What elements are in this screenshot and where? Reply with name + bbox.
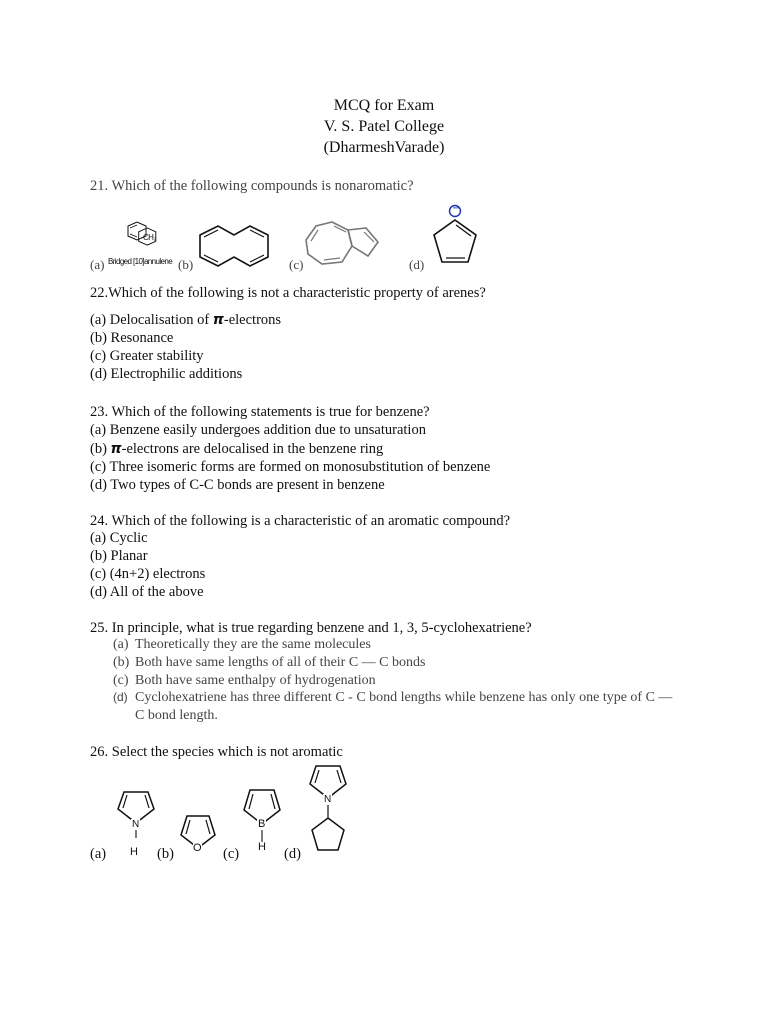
q24-option-c: (c) (4n+2) electrons [90,566,206,582]
q23-option-b [90,440,383,458]
q25-d-text: Cyclohexatriene has three different C - C bond lengths while benzene has only one type of C — C bond length. [135,690,673,724]
q25-option-b [113,654,683,672]
pyrrole-structure [114,790,158,840]
pyrrole-nitrogen: N [132,819,140,830]
azulene-structure [302,220,382,272]
q23-question: 23. Which of the following statements is true for benzene? [90,404,430,420]
q25-b-label: (b) [113,654,130,670]
q21-label-b: (b) [178,257,194,272]
q26-label-d: (d) [284,846,301,862]
pyrrole-nitrogen: N [324,794,332,805]
q23-option-a: (a) Benzene easily undergoes addition due to unsaturation [90,422,426,438]
q21-label-c: (c) [289,257,304,272]
q21-bridged-annulene-label: Bridged [10]annulene [108,257,173,266]
q23-b-suffix: -electrons are delocalised in the benzene ring [121,441,384,457]
q22-question: 22.Which of the following is not a characteristic property of arenes? [90,285,486,301]
q24-option-d: (d) All of the above [90,584,204,600]
q25-c-text: Both have same enthalpy of hydrogenation [135,672,376,688]
q25-question: 25. In principle, what is true regarding benzene and 1, 3, 5-cyclohexatriene? [90,620,532,636]
q24-option-a: (a) Cyclic [90,530,148,546]
pi-symbol: π [110,441,122,457]
q26-label-c: (c) [223,846,240,862]
q22-option-b: (b) Resonance [90,330,174,346]
n-cyclopentylpyrrole-structure [304,764,352,856]
q25-b-text: Both have same lengths of all of their C — C bonds [135,654,426,670]
q21-label-d: (d) [409,257,425,272]
q23-b-prefix: (b) [90,441,111,457]
q24-option-b: (b) Planar [90,548,148,564]
ch2-label: CH₂ [143,233,156,242]
q25-option-c [113,672,683,690]
q22-option-d: (d) Electrophilic additions [90,366,243,382]
document-header [0,95,768,158]
q25-c-label: (c) [113,672,129,688]
header-title: MCQ for Exam [333,97,435,114]
q25-d-label: (d) [113,690,128,705]
q21-question: 21. Which of the following compounds is nonaromatic? [90,178,414,194]
borole-boron: B [258,818,266,830]
q25-option-a [113,636,683,654]
q22-option-a [90,311,281,329]
q25-a-text: Theoretically they are the same molecules [135,637,371,652]
header-college: V. S. Patel College [323,118,445,135]
borole-hydrogen: H [258,841,266,853]
q24-question: 24. Which of the following is a characteristic of an aromatic compound? [90,513,511,529]
q21-label-a: (a) [90,257,105,272]
q26-question: 26. Select the species which is not aromatic [90,744,343,760]
q23-option-d: (d) Two types of C-C bonds are present in benzene [90,477,385,493]
q25-a-label: (a) [113,637,129,652]
q22-a-suffix: -electrons [223,312,282,328]
q22-option-c: (c) Greater stability [90,348,204,364]
q26-label-b: (b) [157,846,174,862]
q22-a-prefix: (a) Delocalisation of [90,312,213,328]
pi-symbol: π [212,312,224,328]
furan-oxygen: O [193,842,202,854]
bicyclic-structure-b [198,224,270,268]
q26-label-a: (a) [90,846,107,862]
q25-option-d [113,689,683,725]
header-author: (DharmeshVarade) [323,139,445,156]
pyrrole-hydrogen: H [130,846,138,858]
negative-charge-icon: − [452,203,461,214]
q25-options [113,636,683,725]
q23-option-c: (c) Three isomeric forms are formed on monosubstitution of benzene [90,459,491,475]
